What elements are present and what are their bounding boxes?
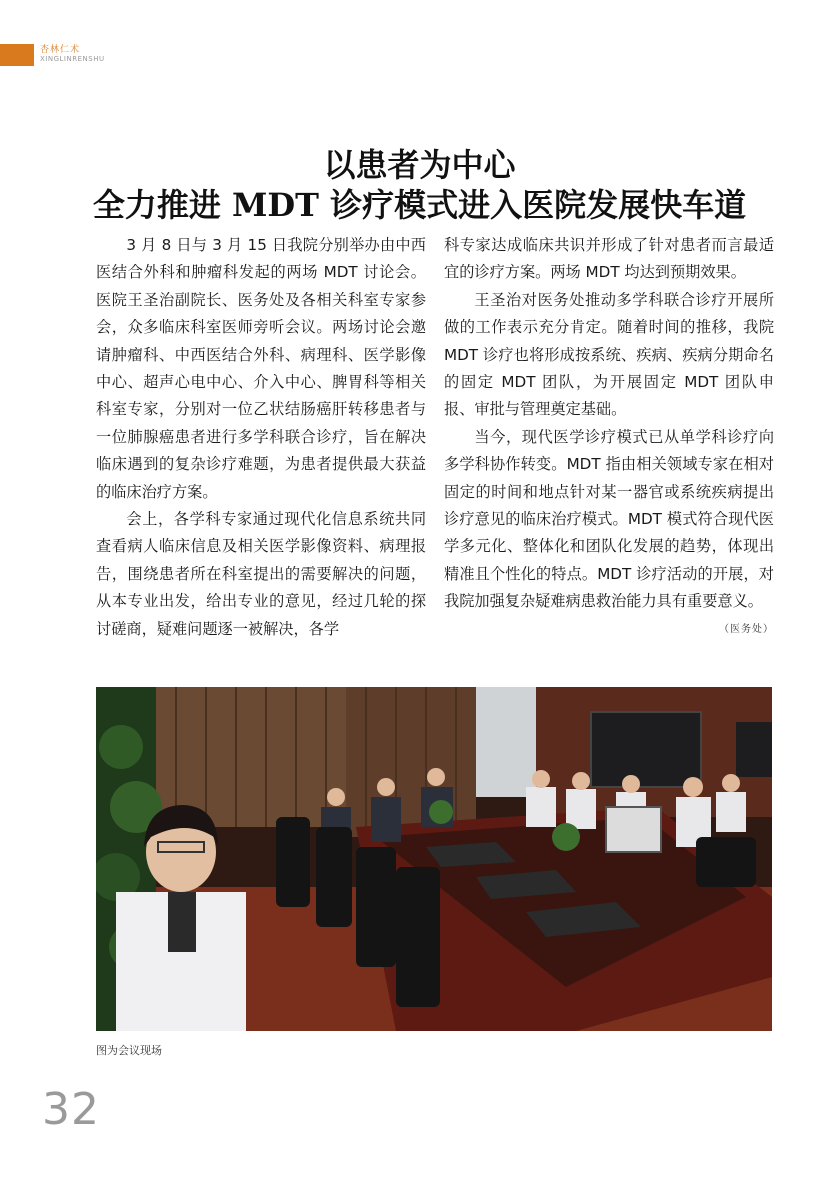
article-title-line1: 以患者为中心 <box>323 146 516 184</box>
paragraph-2: 会上，各学科专家通过现代化信息系统共同查看病人临床信息及相关医学影像资料、病理报告，围绕患者所在科室提出的需要解决的问题，从本专业出发，给出专业的意见，经过几轮的探讨磋商，疑难问题逐一被解决，各学 <box>96 510 426 638</box>
paragraph-3: 王圣治对医务处推动多学科联合诊疗开展所做的工作表示充分肯定。随着时间的推移，我院 MDT 诊疗也将形成按系统、疾病、疾病分期命名的固定 MDT 团队，为开展固定 MDT 团队申报、审批与管理奠定基础。 <box>444 290 774 419</box>
photo-caption: 图为会议现场 <box>96 1044 162 1057</box>
author-signature: （医务处） <box>719 623 774 635</box>
body-column-right <box>444 232 774 643</box>
paragraph-4 <box>444 424 774 635</box>
paragraph-1: 3 月 8 日与 3 月 15 日我院分别举办由中西医结合外科和肿瘤科发起的两场 MDT 讨论会。医院王圣治副院长、医务处及各相关科室专家参会，众多临床科室医师旁听会议。两场讨论会邀请肿瘤科、中西医结合外科、病理科、医学影像中心、超声心电中心、介入中心、脾胃科等相关科室专家，分别对一位乙状结肠癌肝转移患者与一位肺腺癌患者进行多学科联合诊疗，旨在解决临床遇到的复杂诊疗难题，为患者提供最大获益的临床治疗方案。 <box>96 236 426 501</box>
body-column-left <box>96 232 426 643</box>
section-name: 杏林仁术 <box>40 45 81 55</box>
paragraph-4-text: 当今，现代医学诊疗模式已从单学科诊疗向多学科协作转变。MDT 指由相关领域专家在相对固定的时间和地点针对某一器官或系统疾病提出诊疗意见的临床治疗模式。MDT 模式符合现代医学多元化、整体化和团队化发展的趋势，体现出精准且个性化的特点。MDT 诊疗活动的开展，对我院加强复杂疑难病患救治能力具有重要意义。 <box>444 427 774 611</box>
section-name-pinyin: XINGLINRENSHU <box>40 55 105 63</box>
meeting-photo <box>96 687 772 1031</box>
section-accent-bar <box>0 44 34 66</box>
page-number: 32 <box>42 1084 100 1135</box>
article-title-line2: 全力推进 MDT 诊疗模式进入医院发展快车道 <box>92 186 747 224</box>
paragraph-2-continued: 科专家达成临床共识并形成了针对患者而言最适宜的诊疗方案。两场 MDT 均达到预期效果。 <box>444 236 774 282</box>
